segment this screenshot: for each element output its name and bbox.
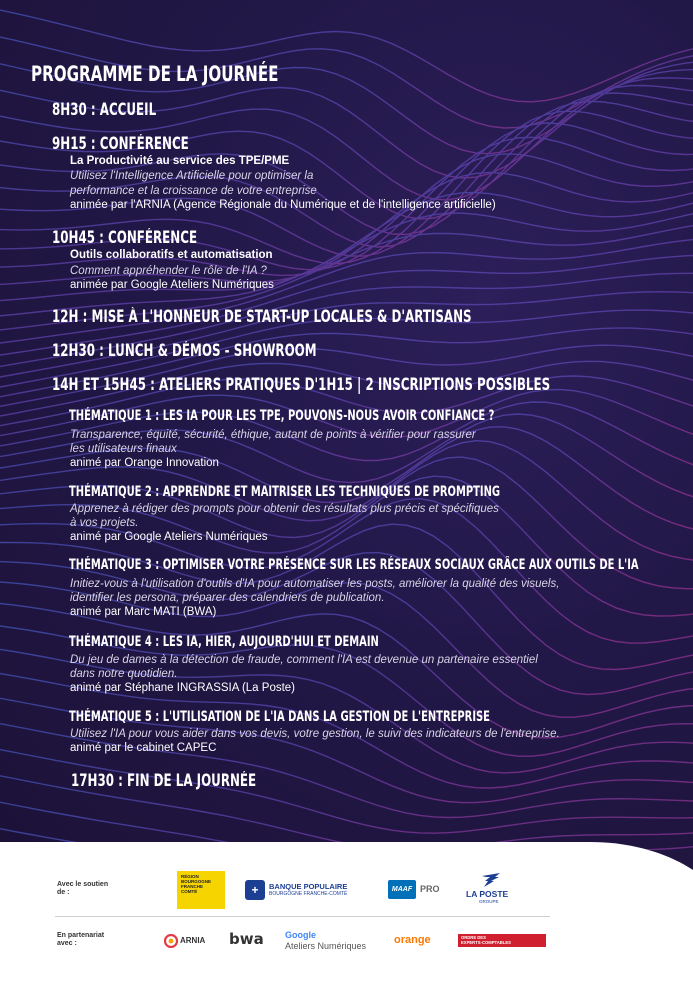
ordre-experts-comptables-logo — [458, 934, 546, 947]
bwa-logo: bwa — [229, 930, 264, 948]
theme-2-speaker: animé par Google Ateliers Numériques — [70, 531, 268, 543]
schedule-item-ateliers: 14H ET 15H45 : ATELIERS PRATIQUES D'1H15 | 2 INSCRIPTIONS POSSIBLES — [52, 375, 551, 394]
google-logo: Google — [285, 930, 316, 940]
theme-4-desc-1: Du jeu de dames à la détection de fraude, comment l'IA est devenue un partenaire essentiel — [70, 654, 538, 666]
sponsors-footer — [0, 830, 693, 985]
theme-2-desc-1: Apprenez à rédiger des prompts pour obtenir des résultats plus précis et spécifiques — [70, 503, 499, 515]
schedule-item-end: 17H30 : FIN DE LA JOURNÉE — [71, 771, 257, 790]
conference-1-subtitle: La Productivité au service des TPE/PME — [70, 155, 290, 167]
theme-3-speaker: animé par Marc MATI (BWA) — [70, 606, 217, 618]
theme-1-speaker: animé par Orange Innovation — [70, 457, 219, 469]
theme-3-title: THÉMATIQUE 3 : OPTIMISER VOTRE PRÉSENCE SUR LES RÉSEAUX SOCIAUX GRÂCE AUX OUTILS DE L'IA — [69, 557, 639, 573]
banque-populaire-icon: + — [245, 880, 265, 900]
theme-2-title: THÉMATIQUE 2 : APPRENDRE ET MAITRISER LES TECHNIQUES DE PROMPTING — [69, 484, 501, 500]
theme-3-desc-2: identifier les persona, préparer des calendriers de publication. — [70, 592, 385, 604]
conference-2-speaker: animée par Google Ateliers Numériques — [70, 279, 274, 291]
theme-4-title: THÉMATIQUE 4 : LES IA, HIER, AUJOURD'HUI ET DEMAIN — [69, 634, 379, 650]
conference-1-desc-2: performance et la croissance de votre entreprise — [70, 185, 317, 197]
region-bfc-logo — [177, 871, 225, 909]
arnia-icon — [164, 934, 178, 948]
footer-divider — [55, 916, 550, 917]
theme-3-desc-1: Initiez-vous à l'utilisation d'outils d'IA pour automatiser les posts, améliorer la qualité des visuels, — [70, 578, 560, 590]
schedule-item-startups: 12H : MISE À L'HONNEUR DE START-UP LOCALES & D'ARTISANS — [52, 307, 472, 326]
theme-1-desc-2: les utilisateurs finaux — [70, 443, 177, 455]
maaf-logo — [388, 880, 416, 899]
theme-2-desc-2: à vos projets. — [70, 517, 139, 529]
la-poste-name: LA POSTE — [466, 889, 509, 899]
conference-1-speaker: animée par l'ARNIA (Agence Régionale du Numérique et de l'intelligence artificielle) — [70, 199, 496, 211]
oec-line-1: ORDRE DES — [461, 935, 486, 940]
google-ateliers-label: Ateliers Numériques — [285, 941, 367, 951]
schedule-item-conference-2: 10H45 : CONFÉRENCE — [52, 228, 198, 247]
region-line-4: COMTÉ — [181, 889, 198, 894]
theme-5-desc-1: Utilisez l'IA pour vous aider dans vos devis, votre gestion, le suivi des indicateurs de l'entreprise. — [70, 728, 560, 740]
oec-line-2: EXPERTS-COMPTABLES — [461, 940, 511, 945]
maaf-pro-label: PRO — [420, 884, 440, 894]
maaf-label: MAAF — [391, 886, 413, 893]
conference-1-desc-1: Utilisez l'Intelligence Artificielle pour optimiser la — [70, 170, 314, 182]
la-poste-sub: GROUPE — [479, 899, 499, 904]
region-line-3: FRANCHE — [181, 884, 203, 889]
footer-white-curve — [0, 830, 693, 985]
schedule-item-lunch: 12H30 : LUNCH & DÉMOS - SHOWROOM — [52, 341, 317, 360]
region-line-2: BOURGOGNE — [181, 879, 212, 884]
theme-4-speaker: animé par Stéphane INGRASSIA (La Poste) — [70, 682, 296, 694]
theme-1-desc-1: Transparence, équité, sécurité, éthique, autant de points à vérifier pour rassurer — [70, 429, 476, 441]
theme-5-title: THÉMATIQUE 5 : L'UTILISATION DE L'IA DANS LA GESTION DE L'ENTREPRISE — [69, 709, 490, 725]
partners-label: En partenariat avec : — [57, 932, 105, 947]
theme-1-title: THÉMATIQUE 1 : LES IA POUR LES TPE, POUVONS-NOUS AVOIR CONFIANCE ? — [69, 408, 495, 424]
conference-2-desc-1: Comment appréhender le rôle de l'IA ? — [70, 265, 267, 277]
schedule-item-accueil: 8H30 : ACCUEIL — [52, 100, 157, 119]
support-label: Avec le soutien de : — [57, 881, 109, 896]
theme-5-speaker: animé par le cabinet CAPEC — [70, 742, 217, 754]
region-line-1: RÉGION — [181, 874, 199, 879]
theme-4-desc-2: dans notre quotidien. — [70, 668, 178, 680]
schedule-item-conference-1: 9H15 : CONFÉRENCE — [52, 134, 189, 153]
conference-2-subtitle: Outils collaboratifs et automatisation — [70, 249, 273, 261]
arnia-label: ARNIA — [180, 936, 206, 945]
banque-populaire-name: BANQUE POPULAIRE — [269, 882, 348, 891]
orange-logo: orange — [394, 934, 431, 946]
page-title: PROGRAMME DE LA JOURNÉE — [31, 62, 279, 86]
la-poste-bird-icon — [480, 872, 502, 888]
banque-populaire-sub: BOURGOGNE FRANCHE-COMTÉ — [269, 891, 348, 897]
